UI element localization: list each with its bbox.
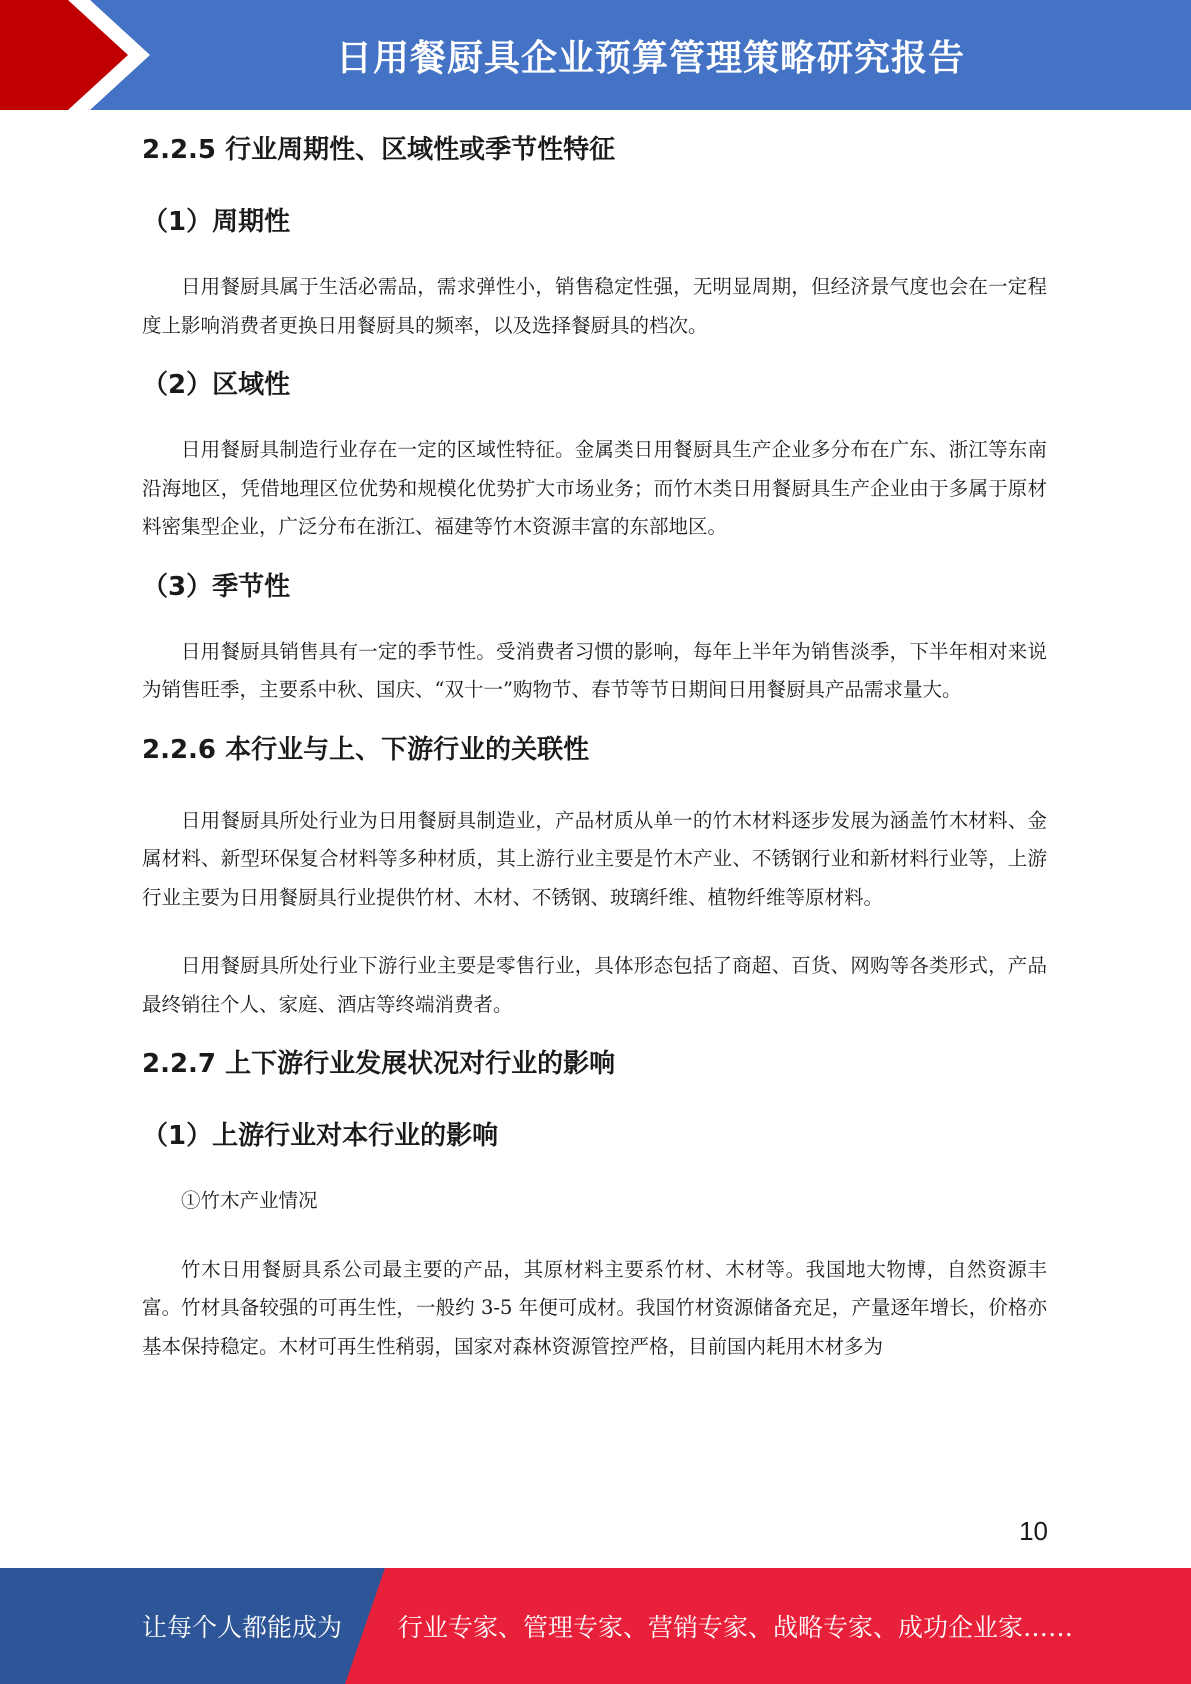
section-heading-2-2-7: 2.2.7 上下游行业发展状况对行业的影响 [142, 1049, 616, 1079]
paragraph-bamboo-industry: 竹木日用餐厨具系公司最主要的产品，其原材料主要系竹材、木材等。我国地大物博，自然资源丰富。竹材具备较强的可再生性，一般约 3-5 年便可成材。我国竹材资源储备充足，产量逐年增长，价格亦基本保持稳定。木材可再生性稍弱，国家对森林资源管控严格，目前国内耗用木材多为 [142, 1257, 1047, 1358]
subheading-bamboo-industry: ①竹木产业情况 [181, 1189, 318, 1212]
section-heading-2-2-6: 2.2.6 本行业与上、下游行业的关联性 [142, 734, 590, 765]
subheading-regionality: （2）区域性 [142, 370, 291, 400]
paragraph-downstream-relation: 日用餐厨具所处行业下游行业主要是零售行业，具体形态包括了商超、百货、网购等各类形式，产品最终销往个人、家庭、酒店等终端消费者。 [142, 954, 1047, 1016]
paragraph-seasonality: 日用餐厨具销售具有一定的季节性。受消费者习惯的影响，每年上半年为销售淡季，下半年相对来说为销售旺季，主要系中秋、国庆、“双十一”购物节、春节等节日期间日用餐厨具产品需求量大。 [142, 639, 1047, 701]
subheading-periodicity: （1）周期性 [142, 207, 291, 237]
footer-slogan-right: 行业专家、管理专家、营销专家、战略专家、成功企业家…… [398, 1613, 1074, 1642]
paragraph-upstream-relation: 日用餐厨具所处行业为日用餐厨具制造业，产品材质从单一的竹木材料逐步发展为涵盖竹木材料、金属材料、新型环保复合材料等多种材质，其上游行业主要是竹木产业、不锈钢行业和新材料行业等，上游行业主要为日用餐厨具行业提供竹材、木材、不锈钢、玻璃纤维、植物纤维等原材料。 [142, 808, 1047, 909]
paragraph-regionality: 日用餐厨具制造行业存在一定的区域性特征。金属类日用餐厨具生产企业多分布在广东、浙江等东南沿海地区，凭借地理区位优势和规模化优势扩大市场业务；而竹木类日用餐厨具生产企业由于多属于原材料密集型企业，广泛分布在浙江、福建等竹木资源丰富的东部地区。 [142, 438, 1047, 538]
paragraph-periodicity: 日用餐厨具属于生活必需品，需求弹性小，销售稳定性强，无明显周期，但经济景气度也会在一定程度上影响消费者更换日用餐厨具的频率，以及选择餐厨具的档次。 [142, 275, 1047, 337]
report-title: 日用餐厨具企业预算管理策略研究报告 [335, 37, 965, 79]
subheading-upstream-impact: （1）上游行业对本行业的影响 [142, 1121, 499, 1151]
subheading-seasonality: （3）季节性 [142, 571, 291, 602]
page-content [142, 128, 1047, 1366]
section-heading-2-2-5: 2.2.5 行业周期性、区域性或季节性特征 [142, 135, 616, 165]
header-band [0, 0, 1191, 110]
chevron-arrow-icon [0, 0, 160, 110]
page-number: 10 [1019, 1516, 1048, 1546]
footer-slogan-left: 让每个人都能成为 [142, 1613, 343, 1642]
footer-band [0, 1568, 1191, 1684]
